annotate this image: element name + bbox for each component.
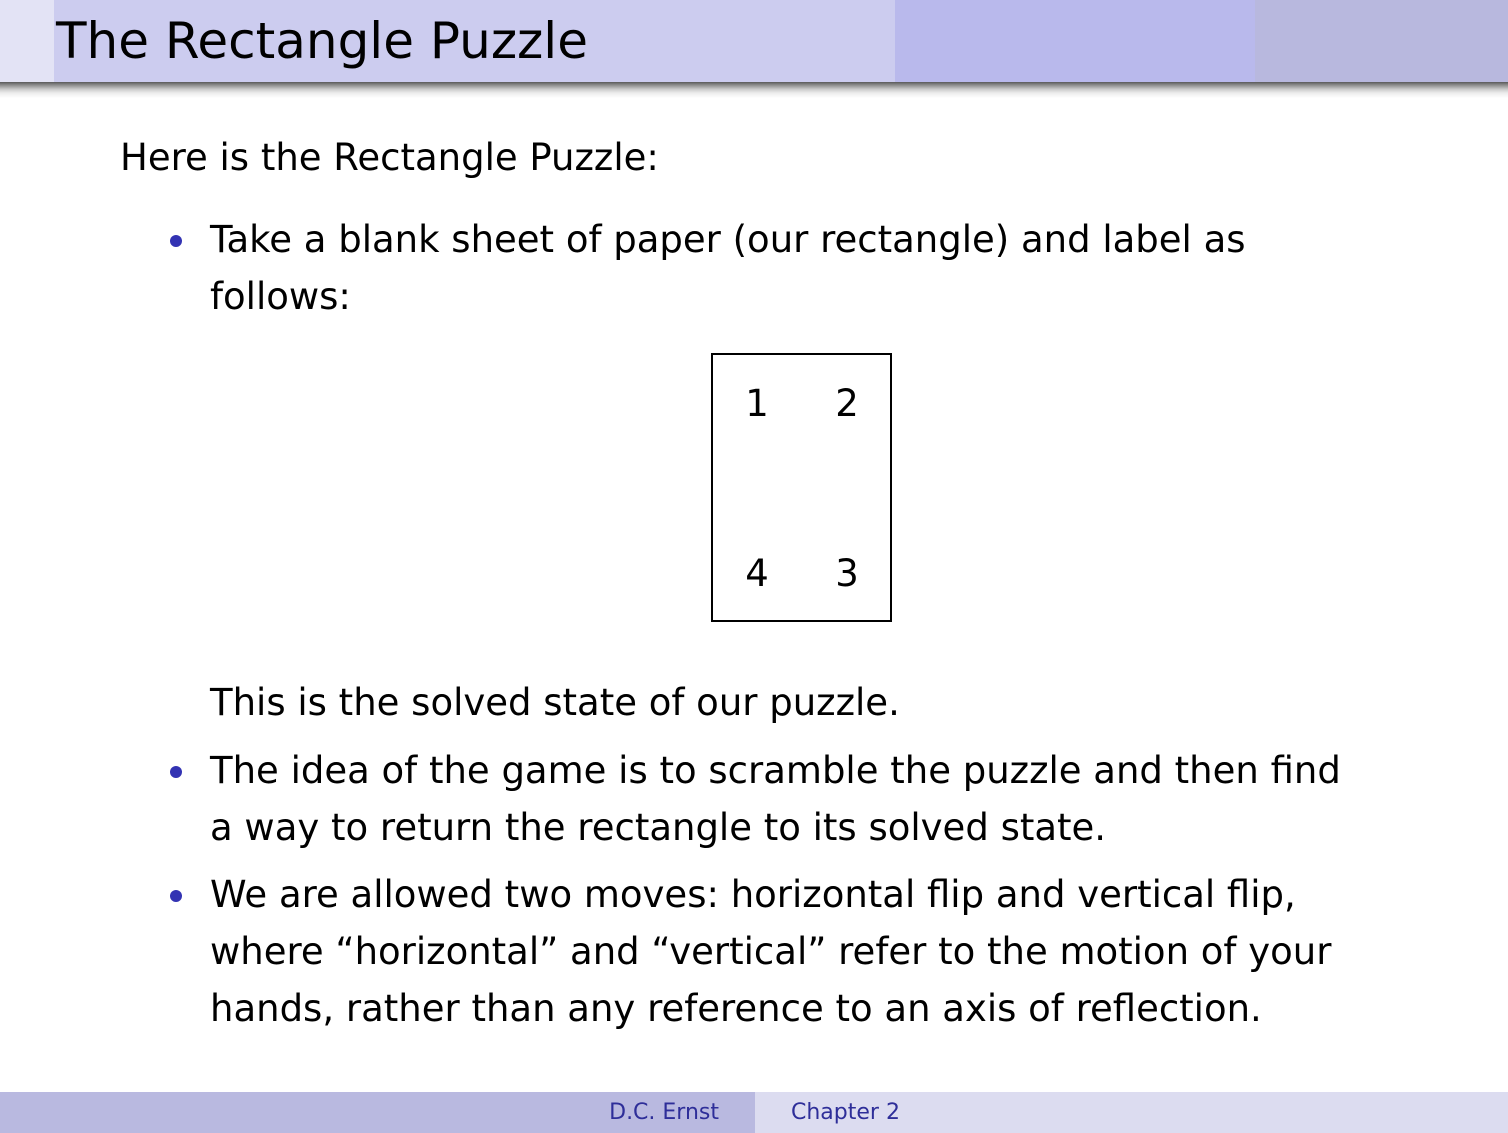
bullet-3-line-2: where “horizontal” and “vertical” refer to the motion of your: [210, 930, 1332, 973]
bullet-3-line-1: We are allowed two moves: horizontal flip and vertical flip,: [210, 873, 1296, 916]
header-segment: [1255, 0, 1508, 82]
bullet-icon: [170, 235, 182, 247]
header-shadow: [0, 82, 1508, 98]
intro-text: Here is the Rectangle Puzzle:: [120, 136, 659, 179]
rectangle-puzzle-figure: [711, 353, 892, 622]
footer-chapter: Chapter 2: [791, 1100, 900, 1125]
footer-right: [755, 1092, 1508, 1133]
slide-title: The Rectangle Puzzle: [56, 12, 588, 70]
bullet-1-line-1: Take a blank sheet of paper (our rectangle) and label as: [210, 218, 1246, 261]
header-segment: [895, 0, 1255, 82]
footer-author: D.C. Ernst: [609, 1100, 719, 1125]
corner-label-top-left: 1: [745, 382, 769, 425]
bullet-1-line-2: follows:: [210, 275, 351, 318]
footer-bar: [0, 1092, 1508, 1133]
header-segment: [0, 0, 54, 82]
bullet-icon: [170, 890, 182, 902]
bullet-2-line-2: a way to return the rectangle to its solved state.: [210, 806, 1107, 849]
corner-label-bottom-right: 3: [835, 552, 859, 595]
bullet-3-line-3: hands, rather than any reference to an axis of reflection.: [210, 987, 1262, 1030]
bullet-icon: [170, 766, 182, 778]
footer-left: [0, 1092, 755, 1133]
solved-state-note: This is the solved state of our puzzle.: [210, 681, 900, 724]
bullet-2-line-1: The idea of the game is to scramble the puzzle and then find: [210, 749, 1341, 792]
corner-label-bottom-left: 4: [745, 552, 769, 595]
corner-label-top-right: 2: [835, 382, 859, 425]
